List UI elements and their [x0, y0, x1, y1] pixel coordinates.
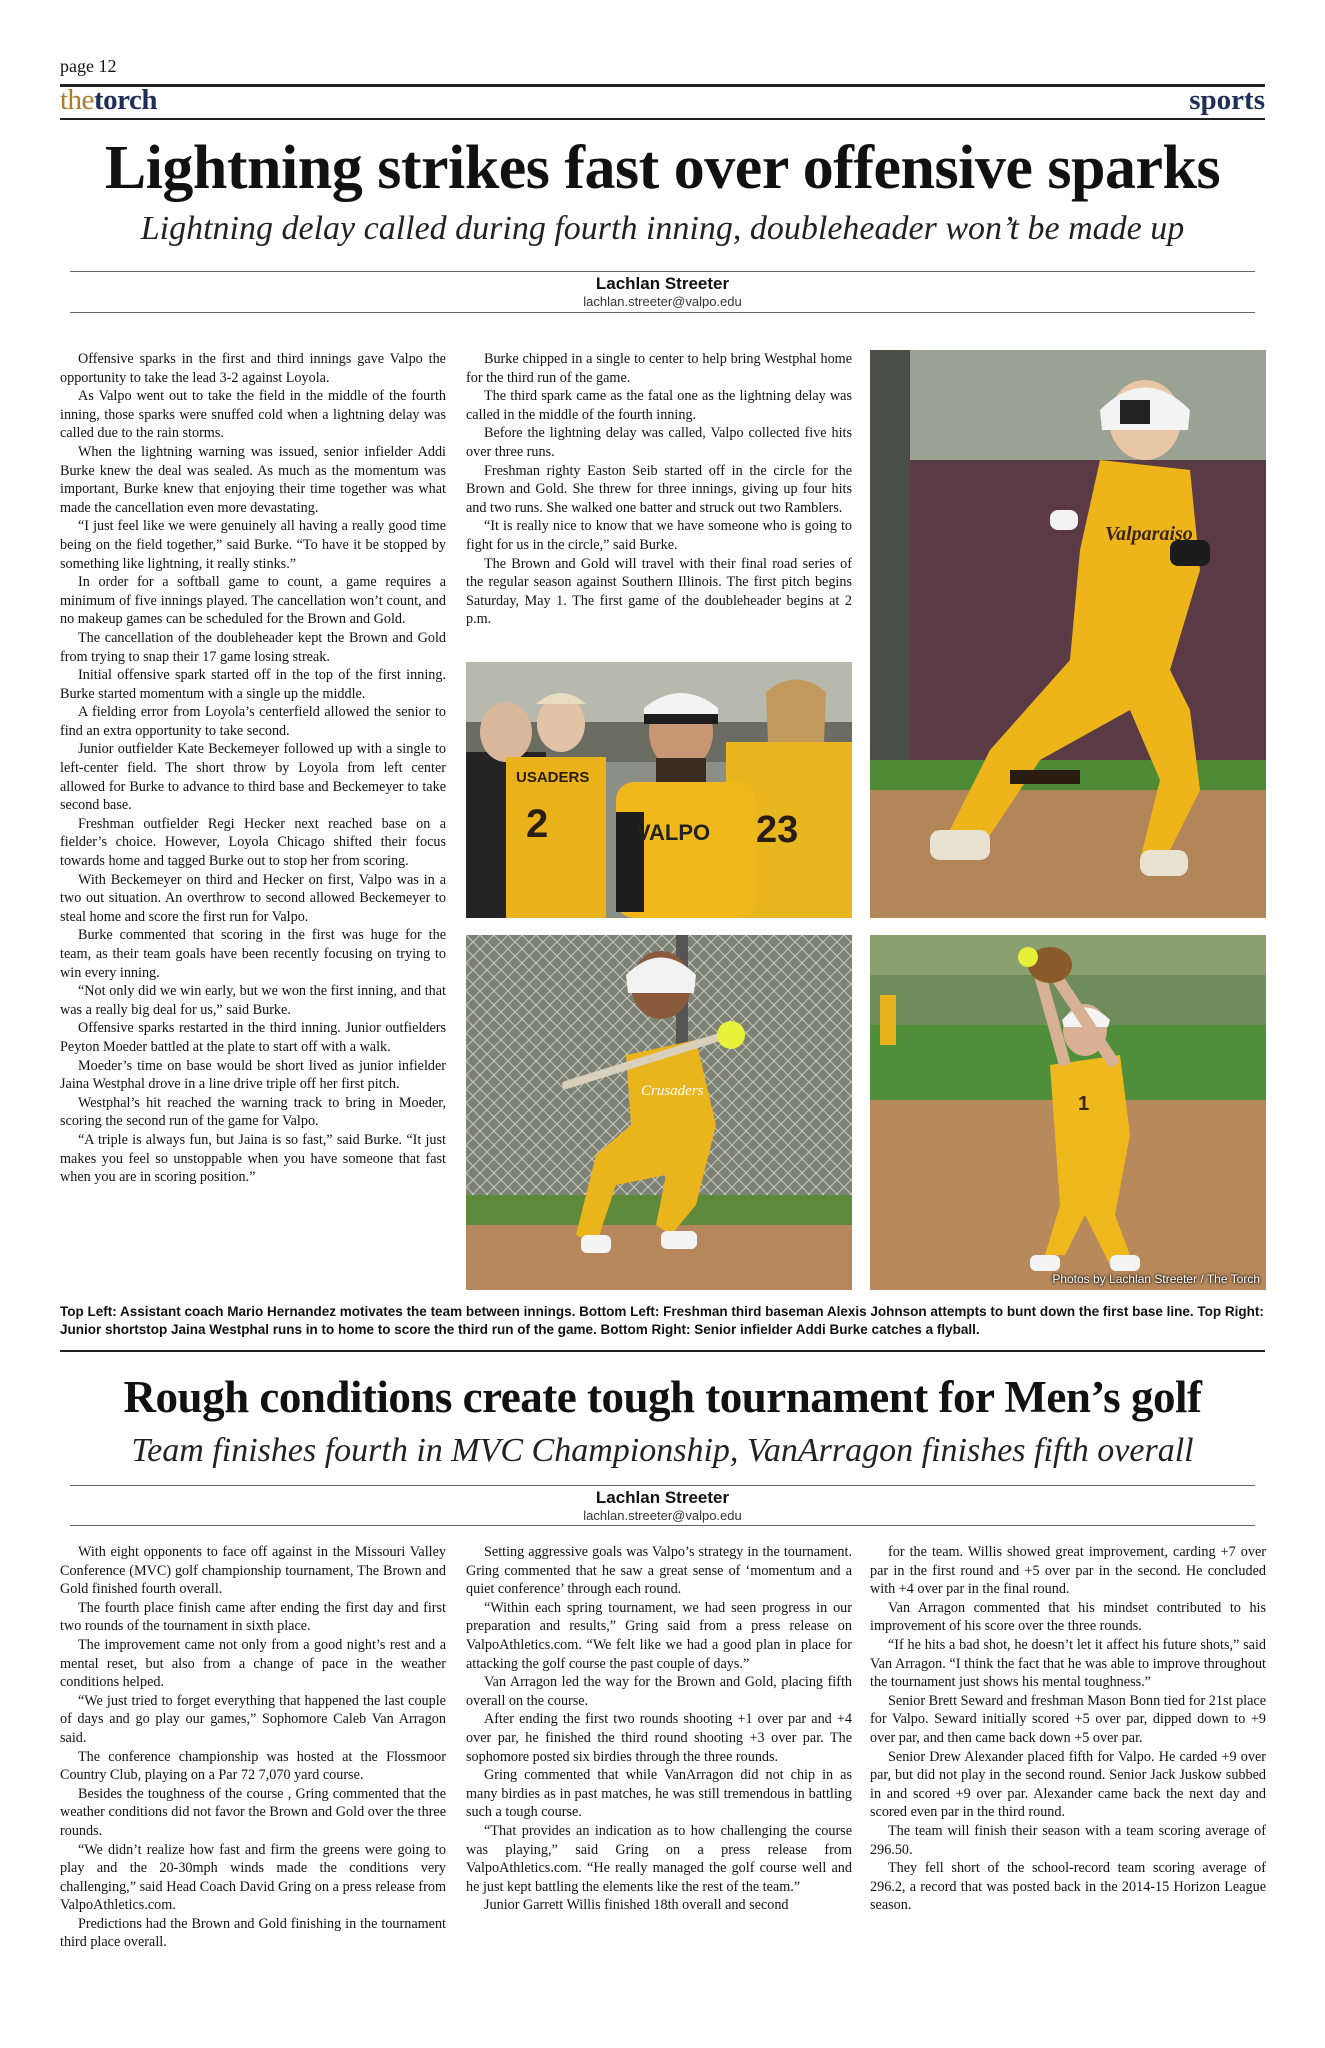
paragraph: Junior outfielder Kate Beckemeyer followed up with a single to left-center field. The short throw by Loyola from left center allowed for Burke to advance to third base and Beckemeyer to take second base.: [60, 741, 446, 814]
paragraph: Moeder’s time on base would be short lived as junior infielder Jaina Westphal drove in a line drive triple off her first pitch.: [60, 1057, 446, 1093]
paragraph: As Valpo went out to take the field in the middle of the fourth inning, those sparks were snuffed cold when a lightning delay was called due to the rain storms.: [60, 388, 446, 442]
paragraph: Offensive sparks in the first and third innings gave Valpo the opportunity to take the lead 3-2 against Loyola.: [60, 351, 446, 386]
paragraph: A fielding error from Loyola’s centerfield allowed the senior to find an extra opportunity to take second.: [60, 704, 446, 739]
paragraph: Burke commented that scoring in the first was huge for the team, as their team goals have been recently focusing on trying to win every inning.: [60, 927, 446, 981]
paragraph: Westphal’s hit reached the warning track to bring in Moeder, scoring the second run of the game for Valpo.: [60, 1094, 446, 1130]
photo-coach-huddle: [466, 662, 852, 918]
photo-number-mid: 23: [756, 809, 799, 851]
paragraph: “Within each spring tournament, we had seen progress in our preparation and results,” Gring said from a press release on ValpoAthletics.com. “We felt like we had a good plan in place for attacking the golf course the past couple of days.”: [466, 1599, 852, 1672]
article2-column-2: [466, 1543, 852, 1915]
paragraph: The fourth place finish came after ending the first day and first two rounds of the tournament in sixth place.: [60, 1599, 446, 1635]
paragraph: Junior Garrett Willis finished 18th overall and second: [484, 1897, 789, 1914]
article1-byline: [40, 274, 1285, 310]
article1-photo-caption: Top Left: Assistant coach Mario Hernandez motivates the team between innings. Bottom Left: Freshman third baseman Alexis Johnson attempts to bunt down the first base line. Top Right: Junior shortstop Jaina Westphal runs in to home to score the third run of the game. Bottom Right: Senior infielder Addi Burke catches a flyball.: [60, 1304, 1264, 1337]
article2-byline: [40, 1488, 1285, 1524]
photo-batter-bunt: [466, 935, 852, 1290]
article2-column-3: [870, 1543, 1266, 1915]
paragraph: Freshman outfielder Regi Hecker next reached base on a fielder’s choice. However, Loyola Chicago shifted their focus towards home and tagged Burke out to stop her from scoring.: [60, 815, 446, 870]
paragraph: The Brown and Gold will travel with their final road series of the regular season against Southern Illinois. The first pitch begins Saturday, May 1. The first game of the doubleheader begins at 2 p.m.: [466, 555, 852, 628]
paragraph: Besides the toughness of the course , Gring commented that the weather conditions did not favor the Brown and Gold over the three rounds.: [60, 1785, 446, 1839]
photo-credit: Photos by Lachlan Streeter / The Torch: [1052, 1272, 1260, 1286]
paragraph: The improvement came not only from a good night’s rest and a mental reset, but also from a change of pace in the weather conditions helped.: [60, 1636, 446, 1691]
photo-number-left: 2: [526, 802, 549, 846]
article1-deck: Lightning delay called during fourth inning, doubleheader won’t be made up: [140, 210, 1185, 247]
article2-headline: Rough conditions create tough tournament for Men’s golf: [123, 1372, 1202, 1422]
paragraph: Offensive sparks restarted in the third inning. Junior outfielders Peyton Moeder battled at the plate to start off with a walk.: [60, 1020, 446, 1055]
paragraph: In order for a softball game to count, a game requires a minimum of five innings played. The cancellation won’t count, and no makeup games can be scheduled for the Brown and Gold.: [60, 574, 446, 628]
photo-runner-home-image: [870, 350, 1266, 918]
masthead-the: the: [60, 84, 94, 116]
paragraph: After ending the first two rounds shooting +1 over par and +4 over par, he finished the third round shooting +3 over par. The sophomore posted six birdies through the three rounds.: [466, 1711, 852, 1765]
photo-catcher-number: 1: [1078, 1093, 1090, 1115]
paragraph: With eight opponents to face off against in the Missouri Valley Conference (MVC) golf championship tournament, The Brown and Gold finished fourth overall.: [60, 1544, 446, 1598]
paragraph: Van Arragon led the way for the Brown and Gold, placing fifth overall on the course.: [466, 1674, 852, 1709]
article-divider: [60, 1350, 1265, 1352]
paragraph: for the team. Willis showed great improvement, carding +7 over par in the first round and +5 over par in the second. He concluded with +4 over par in the final round.: [870, 1544, 1266, 1598]
article2-author: Lachlan Streeter: [595, 1488, 730, 1507]
paragraph: The cancellation of the doubleheader kept the Brown and Gold from trying to snap their 17 game losing streak.: [60, 629, 446, 665]
paragraph: With Beckemeyer on third and Hecker on first, Valpo was in a two out situation. An overthrow to second allowed Beckemeyer to steal home and score the first run for Valpo.: [60, 871, 446, 925]
photo-batter-jersey: Crusaders: [641, 1083, 704, 1099]
photo-flyball-catch: [870, 935, 1266, 1290]
paragraph: Predictions had the Brown and Gold finishing in the tournament third place overall.: [60, 1915, 446, 1951]
article2-email: lachlan.streeter@valpo.edu: [583, 1508, 742, 1523]
paragraph: “Not only did we win early, but we won the first inning, and that was a really big deal for us,” said Burke.: [60, 983, 446, 1018]
photo-crusaders-text: USADERS: [516, 769, 590, 786]
paragraph: “I just feel like we were genuinely all having a really good time being on the field together,” said Burke. “To have it be stopped by something like lightning, it really stinks.”: [60, 518, 446, 572]
paragraph: The conference championship was hosted at the Flossmoor Country Club, playing on a Par 72 7,070 yard course.: [60, 1748, 446, 1784]
page-number: page 12: [60, 56, 117, 76]
article2-byline-rule-bottom: [70, 1525, 1255, 1526]
paragraph: Van Arragon commented that his mindset contributed to his improvement of his score over the three rounds.: [870, 1599, 1266, 1635]
paragraph: Burke chipped in a single to center to help bring Westphal home for the third run of the game.: [466, 351, 852, 386]
masthead-rule: [60, 118, 1265, 120]
paragraph: Senior Brett Seward and freshman Mason Bonn tied for 21st place for Valpo. Seward initially scored +5 over par, dipped down to +9 over par, and then came back down +5 over par.: [870, 1692, 1266, 1746]
article1-byline-rule-top: [70, 271, 1255, 272]
paragraph: “A triple is always fun, but Jaina is so fast,” said Burke. “It just makes you feel so unstoppable when you have someone that fast when you are in scoring position.”: [60, 1131, 446, 1186]
photo-runner-jersey: Valparaiso: [1105, 523, 1193, 545]
paragraph: They fell short of the school-record team scoring average of 296.2, a record that was posted back in the 2014-15 Horizon League season.: [870, 1860, 1266, 1914]
photo-batter-bunt-image: [466, 935, 852, 1290]
photo-flyball-catch-image: [870, 935, 1266, 1290]
article1-byline-rule-bottom: [70, 312, 1255, 313]
article1-column-2: [466, 350, 852, 629]
paragraph: Setting aggressive goals was Valpo’s strategy in the tournament. Gring commented that he saw a great sense of ‘momentum and a quiet conference’ through each round.: [466, 1544, 852, 1598]
paragraph: Freshman righty Easton Seib started off in the circle for the Brown and Gold. She threw for three innings, giving up four hits and two runs. She walked one batter and struck out two Ramblers.: [466, 462, 852, 516]
paragraph: Initial offensive spark started off in the top of the first inning. Burke started momentum with a single up the middle.: [60, 667, 446, 702]
paragraph: Before the lightning delay was called, Valpo collected five hits over three runs.: [466, 425, 852, 460]
paragraph: The team will finish their season with a team scoring average of 296.50.: [870, 1822, 1266, 1858]
article2-column-1: [60, 1543, 446, 1952]
paragraph: When the lightning warning was issued, senior infielder Addi Burke knew the deal was sealed. As much as the momentum was important, Burke knew that enjoying their time together was what made the cancellation even more devastating.: [60, 443, 446, 516]
section-label: sports: [1189, 84, 1265, 116]
masthead-torch: torch: [93, 84, 157, 116]
header-top-rule: [60, 84, 1265, 87]
photo-coach-jersey-text: VALPO: [636, 820, 711, 845]
photo-coach-huddle-image: [466, 662, 852, 918]
paragraph: “We didn’t realize how fast and firm the greens were going to play and the 20-30mph winds made the conditions very challenging,” said Head Coach David Gring on a press release from ValpoAthletics.com.: [60, 1841, 446, 1914]
paragraph: Gring commented that while VanArragon did not chip in as many birdies as in past matches, he was still tremendous in battling such a tough course.: [466, 1767, 852, 1821]
paragraph: The third spark came as the fatal one as the lightning delay was called in the middle of the fourth inning.: [466, 388, 852, 423]
paragraph: “That provides an indication as to how challenging the course was playing,” said Gring on a press release from ValpoAthletics.com. “He really managed the golf course well and he just kept battling the elements like the rest of the team.”: [466, 1822, 852, 1895]
article1-email: lachlan.streeter@valpo.edu: [583, 294, 742, 309]
paragraph: “It is really nice to know that we have someone who is going to fight for us in the circle,” said Burke.: [466, 518, 852, 553]
article1-author: Lachlan Streeter: [595, 274, 730, 293]
article2-deck: Team finishes fourth in MVC Championship, VanArragon finishes fifth overall: [131, 1432, 1194, 1469]
paragraph: “If he hits a bad shot, he doesn’t let it affect his future shots,” said Van Arragon. “I think the fact that he was able to improve throughout the tournament just shows his mental toughness.”: [870, 1636, 1266, 1691]
article1-column-1: [60, 350, 446, 1187]
article2-byline-rule-top: [70, 1485, 1255, 1486]
paragraph: Senior Drew Alexander placed fifth for Valpo. He carded +9 over par, but did not play in the second round. Senior Jack Juskow subbed in and scored +9 over par. Alexander came back the next day and scored even par in the third round.: [870, 1748, 1266, 1821]
paragraph: “We just tried to forget everything that happened the last couple of days and go play our games,” Sophomore Caleb Van Arragon said.: [60, 1692, 446, 1746]
article1-headline: Lightning strikes fast over offensive sparks: [104, 134, 1221, 202]
masthead-logo: [60, 84, 157, 117]
photo-runner-home: [870, 350, 1266, 918]
